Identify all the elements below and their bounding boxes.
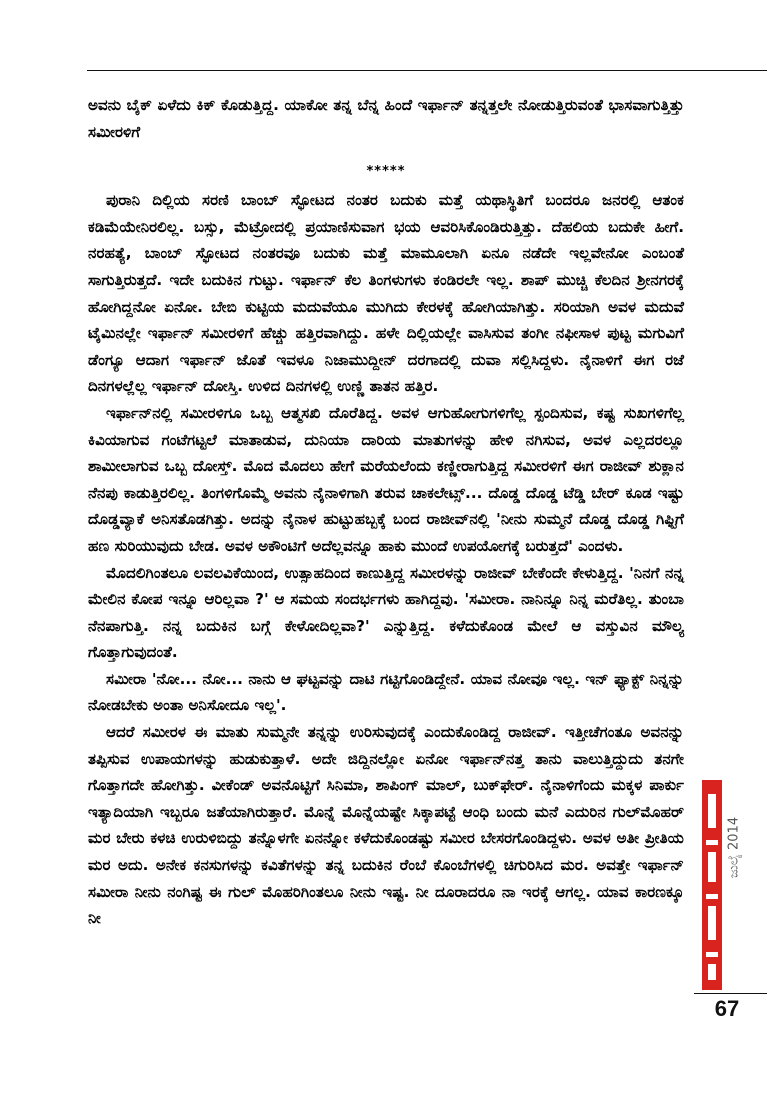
section-separator: ***** bbox=[366, 164, 406, 180]
issue-date bbox=[724, 780, 744, 990]
paragraph-1: ಪುರಾನಿ ದಿಲ್ಲಿಯ ಸರಣಿ ಬಾಂಬ್ ಸ್ಫೋಟದ ನಂತರ ಬದುಕು ಮತ್ತೆ ಯಥಾಸ್ಥಿತಿಗೆ ಬಂದರೂ ಜನರಲ್ಲಿ ಆತಂಕ ಕಡಿಮೆಯೇನಿರಲಿಲ್ಲ. ಬಸ್ಸು, ಮೆಟ್ರೋದಲ್ಲಿ ಪ್ರಯಾಣಿಸುವಾಗ ಭಯ ಆವರಿಸಿಕೊಂಡಿರುತ್ತಿತ್ತು. ದೆಹಲಿಯ ಬದುಕೇ ಹೀಗೆ. ನರಹತ್ಯೆ, ಬಾಂಬ್ ಸ್ಫೋಟದ ನಂತರವೂ ಬದುಕು ಮತ್ತೆ ಮಾಮೂಲಾಗಿ ಏನೂ ನಡೆದೇ ಇಲ್ಲವೇನೋ ಎಂಬಂತೆ ಸಾಗುತ್ತಿರುತ್ತದೆ. ಇದೇ ಬದುಕಿನ ಗುಟ್ಟು. ಇರ್ಫಾನ್ ಕೆಲ ತಿಂಗಳುಗಳು ಕಂಡಿರಲೇ ಇಲ್ಲ. ಶಾಪ್ ಮುಚ್ಚಿ ಕೆಲದಿನ ಶ್ರೀನಗರಕ್ಕೆ ಹೋಗಿದ್ದನೋ ಏನೋ. ಬೇಬಿ ಕುಟ್ಟಿಯ ಮದುವೆಯೂ ಮುಗಿದು ಕೇರಳಕ್ಕೆ ಹೋಗಿಯಾಗಿತ್ತು. ಸರಿಯಾಗಿ ಅವಳ ಮದುವೆ ಟೈಮಿನಲ್ಲೇ ಇರ್ಫಾನ್ ಸಮೀರಳಿಗೆ ಹೆಚ್ಚು ಹತ್ತಿರವಾಗಿದ್ದು. ಹಳೇ ದಿಲ್ಲಿಯಲ್ಲೇ ವಾಸಿಸುವ ತಂಗೀ ನಫೀಸಾಳ ಪುಟ್ಟ ಮಗುವಿಗೆ ಡೆಂಗ್ಯೂ ಆದಾಗ ಇರ್ಫಾನ್ ಜೊತೆ ಇವಳೂ ನಿಜಾಮುದ್ದೀನ್ ದರಗಾದಲ್ಲಿ ದುವಾ ಸಲ್ಲಿಸಿದ್ದಳು. ನೈನಾಳಿಗೆ ಈಗ ರಜೆ ದಿನಗಳಲ್ಲೆಲ್ಲ ಇರ್ಫಾನ್ ದೋಸ್ತಿ. ಉಳಿದ ದಿನಗಳಲ್ಲಿ ಉಣ್ಣಿ ತಾತನ ಹತ್ತಿರ. bbox=[88, 191, 684, 396]
magazine-sidebar bbox=[700, 780, 750, 990]
magazine-logo-icon bbox=[700, 780, 724, 990]
paragraph-2: ಇರ್ಫಾನ್‌ನಲ್ಲಿ ಸಮೀರಳಿಗೂ ಒಬ್ಬ ಆತ್ಮಸಖಿ ದೊರೆತಿದ್ದ. ಅವಳ ಆಗುಹೋಗುಗಳಿಗೆಲ್ಲ ಸ್ಪಂದಿಸುವ, ಕಷ್ಟ ಸುಖಗಳಿಗೆಲ್ಲ ಕಿವಿಯಾಗುವ ಗಂಟೆಗಟ್ಟಲೆ ಮಾತಾಡುವ, ದುನಿಯಾ ದಾರಿಯ ಮಾತುಗಳನ್ನು ಹೇಳಿ ನಗಿಸುವ, ಅವಳ ಎಲ್ಲದರಲ್ಲೂ ಶಾಮೀಲಾಗುವ ಒಬ್ಬ ದೋಸ್ತ್. ಮೊದ ಮೊದಲು ಹೇಗೆ ಮರೆಯಲೆಂದು ಕಣ್ಣೀರಾಗುತ್ತಿದ್ದ ಸಮೀರಳಿಗೆ ಈಗ ರಾಜೀವ್ ಶುಕ್ಲಾನ ನೆನಪು ಕಾಡುತ್ತಿರಲಿಲ್ಲ. ತಿಂಗಳಿಗೊಮ್ಮೆ ಅವನು ನೈನಾಳಿಗಾಗಿ ತರುವ ಚಾಕಲೇಟ್ಸ್... ದೊಡ್ಡ ದೊಡ್ಡ ಟೆಡ್ಡಿ ಬೇರ್ ಕೂಡ ಇಷ್ಟು ದೊಡ್ಡವ್ಯಾಕೆ ಅನಿಸತೊಡಗಿತ್ತು. ಅದನ್ನು ನೈನಾಳ ಹುಟ್ಟುಹಬ್ಬಕ್ಕೆ ಬಂದ ರಾಜೀವ್‌ನಲ್ಲಿ 'ನೀನು ಸುಮ್ಮನೆ ದೊಡ್ಡ ದೊಡ್ಡ ಗಿಫ್ಟಿಗೆ ಹಣ ಸುರಿಯುವುದು ಬೇಡ. ಅವಳ ಅಕೌಂಟಿಗೆ ಅದೆಲ್ಲವನ್ನೂ ಹಾಕು ಮುಂದೆ ಉಪಯೋಗಕ್ಕೆ ಬರುತ್ತದೆ' ಎಂದಳು. bbox=[88, 403, 684, 555]
issue-date-label: ಜುಲೈ 2014 bbox=[726, 816, 742, 879]
top-rule bbox=[87, 70, 767, 71]
paragraph-5: ಆದರೆ ಸಮೀರಳ ಈ ಮಾತು ಸುಮ್ಮನೇ ತನ್ನನ್ನು ಉರಿಸುವುದಕ್ಕೆ ಎಂದುಕೊಂಡಿದ್ದ ರಾಜೀವ್. ಇತ್ತೀಚೆಗಂತೂ ಅವನನ್ನು ತಪ್ಪಿಸುವ ಉಪಾಯಗಳನ್ನು ಹುಡುಕುತ್ತಾಳೆ. ಅದೇ ಜಿದ್ದಿನಲ್ಲೋ ಏನೋ ಇರ್ಫಾನ್‌ನತ್ತ ತಾನು ವಾಲುತ್ತಿದ್ದುದು ತನಗೇ ಗೊತ್ತಾಗದೇ ಹೋಗಿತ್ತು. ವೀಕೆಂಡ್ ಅವನೊಟ್ಟಿಗೆ ಸಿನಿಮಾ, ಶಾಪಿಂಗ್ ಮಾಲ್, ಬುಕ್‌ಫೇರ್. ನೈನಾಳಿಗೆಂದು ಮಕ್ಕಳ ಪಾರ್ಕು ಇತ್ಯಾದಿಯಾಗಿ ಇಬ್ಬರೂ ಜತೆಯಾಗಿರುತ್ತಾರೆ. ಮೊನ್ನೆ ಮೊನ್ನೆಯಷ್ಟೇ ಸಿಕ್ಕಾಪಟ್ಟೆ ಆಂಧಿ ಬಂದು ಮನೆ ಎದುರಿನ ಗುಲ್‌ಮೊಹರ್ ಮರ ಬೇರು ಕಳಚಿ ಉರುಳಿಬಿದ್ದು ತನ್ನೊಳಗೇ ಏನನ್ನೋ ಕಳೆದುಕೊಂಡಷ್ಟು ಸಮೀರ ಬೇಸರಗೊಂಡಿದ್ದಳು. ಅವಳ ಅತೀ ಪ್ರೀತಿಯ ಮರ ಅದು. ಅನೇಕ ಕನಸುಗಳನ್ನು ಕವಿತೆಗಳನ್ನು ತನ್ನ ಬದುಕಿನ ರೆಂಬೆ ಕೊಂಬೆಗಳಲ್ಲಿ ಚಿಗುರಿಸಿದ ಮರ. ಅವತ್ತೇ ಇರ್ಫಾನ್ ಸಮೀರಾ ನೀನು ನಂಗಿಷ್ಟ ಈ ಗುಲ್ ಮೊಹರಿಗಿಂತಲೂ ನೀನು ಇಷ್ಟ. ನೀ ದೂರಾದರೂ ನಾ ಇರಕ್ಕೆ ಆಗಲ್ಲ. ಯಾವ ಕಾರಣಕ್ಕೂ ನೀ bbox=[88, 723, 684, 928]
article-body bbox=[88, 92, 684, 932]
paragraph-3: ಮೊದಲಿಗಿಂತಲೂ ಲವಲವಿಕೆಯಿಂದ, ಉತ್ಸಾಹದಿಂದ ಕಾಣುತ್ತಿದ್ದ ಸಮೀರಳನ್ನು ರಾಜೀವ್ ಬೇಕೆಂದೇ ಕೇಳುತ್ತಿದ್ದ. 'ನಿನಗೆ ನನ್ನ ಮೇಲಿನ ಕೋಪ ಇನ್ನೂ ಆರಿಲ್ಲವಾ ?' ಆ ಸಮಯ ಸಂದರ್ಭಗಳು ಹಾಗಿದ್ದವು. 'ಸಮೀರಾ. ನಾನಿನ್ನೂ ನಿನ್ನ ಮರೆತಿಲ್ಲ. ತುಂಬಾ ನೆನಪಾಗುತ್ತಿ. ನನ್ನ ಬದುಕಿನ ಬಗ್ಗೆ ಕೇಳೋದಿಲ್ಲವಾ?' ಎನ್ನುತ್ತಿದ್ದ. ಕಳೆದುಕೊಂಡ ಮೇಲೆ ಆ ವಸ್ತುವಿನ ಮೌಲ್ಯ ಗೊತ್ತಾಗುವುದಂತೆ. bbox=[88, 563, 684, 662]
paragraph-4: ಸಮೀರಾ 'ನೋ... ನೋ... ನಾನು ಆ ಘಟ್ಟವನ್ನು ದಾಟಿ ಗಟ್ಟಿಗೊಂಡಿದ್ದೇನೆ. ಯಾವ ನೋವೂ ಇಲ್ಲ. ಇನ್ ಫ್ಯಾಕ್ಟ್ ನಿನ್ನನ್ನು ನೋಡಬೇಕು ಅಂತಾ ಅನಿಸೋದೂ ಇಲ್ಲ'. bbox=[88, 669, 684, 715]
bottom-rule bbox=[694, 993, 767, 994]
intro-paragraph: ಅವನು ಬೈಕ್ ಏಳೆದು ಕಿಕ್ ಕೊಡುತ್ತಿದ್ದ. ಯಾಕೋ ತನ್ನ ಬೆನ್ನ ಹಿಂದೆ ಇರ್ಫಾನ್ ತನ್ನತ್ತಲೇ ನೋಡುತ್ತಿರುವಂತೆ ಭಾಸವಾಗುತ್ತಿತ್ತು ಸಮೀರಳಿಗೆ bbox=[88, 96, 684, 141]
page-number: 67 bbox=[714, 996, 740, 1021]
